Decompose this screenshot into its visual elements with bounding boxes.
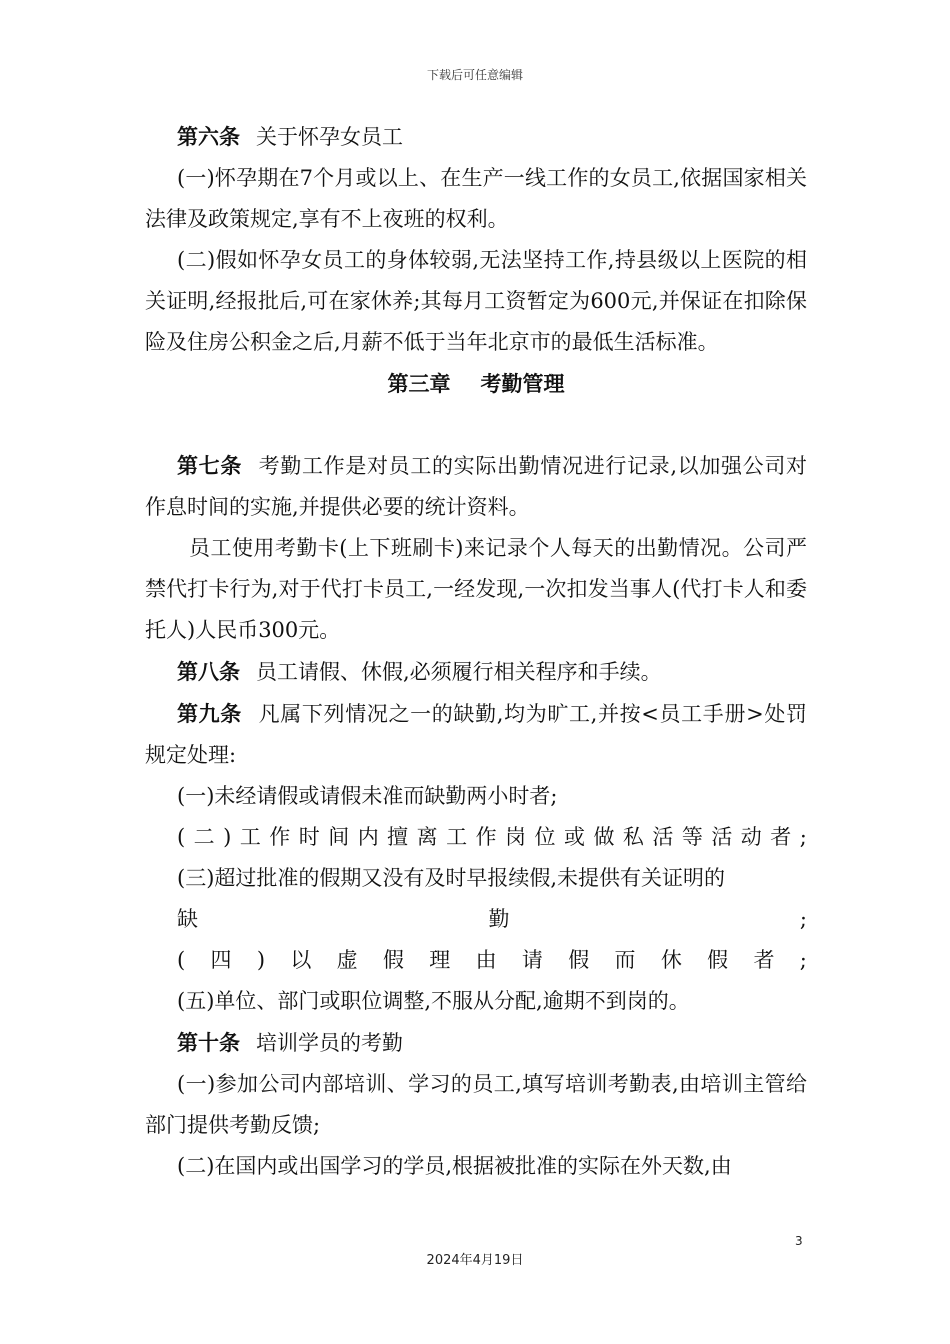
article-9-item-1: (一)未经请假或请假未准而缺勤两小时者; bbox=[177, 784, 558, 808]
article-7-title: 第七条 bbox=[177, 453, 242, 478]
article-6 bbox=[145, 116, 807, 158]
article-10-title: 第十条 bbox=[177, 1030, 240, 1055]
article-7-text: 考勤工作是对员工的实际出勤情况进行记录,以加强公司对作息时间的实施,并提供必要的统计资料。 bbox=[145, 454, 807, 519]
article-8-text: 员工请假、休假,必须履行相关程序和手续。 bbox=[256, 660, 662, 684]
chapter-heading bbox=[145, 363, 807, 404]
article-10-text: 培训学员的考勤 bbox=[256, 1031, 403, 1055]
document-body bbox=[145, 116, 807, 1187]
article-6-item-1: (一)怀孕期在7个月或以上、在生产一线工作的女员工,依据国家相关法律及政策规定,享有不上夜班的权利。 bbox=[145, 166, 807, 231]
article-8 bbox=[145, 651, 807, 693]
chapter-number: 第三章 bbox=[387, 371, 451, 396]
article-9-item-4: ( 四 ) 以 虚 假 理 由 请 假 而 休 假 者 ; bbox=[177, 948, 807, 972]
article-7-para-2: 员工使用考勤卡(上下班刷卡)来记录个人每天的出勤情况。公司严禁代打卡行为,对于代打卡员工,一经发现,一次扣发当事人(代打卡人和委托人)人民币300元。 bbox=[145, 536, 807, 642]
article-9 bbox=[145, 693, 807, 776]
chapter-title: 考勤管理 bbox=[480, 371, 565, 396]
article-9-item-3-cont: 缺 勤 ; bbox=[177, 907, 807, 931]
article-9-item-3: (三)超过批准的假期又没有及时早报续假,未提供有关证明的 bbox=[177, 866, 726, 890]
article-10-item-2: (二)在国内或出国学习的学员,根据被批准的实际在外天数,由 bbox=[177, 1154, 732, 1178]
article-9-text: 凡属下列情况之一的缺勤,均为旷工,并按<员工手册>处罚规定处理: bbox=[145, 702, 808, 767]
article-6-item-2: (二)假如怀孕女员工的身体较弱,无法坚持工作,持县级以上医院的相关证明,经报批后,可在家休养;其每月工资暂定为600元,并保证在扣除保险及住房公积金之后,月薪不低于当年北京市的最低生活标准。 bbox=[145, 248, 807, 354]
page-header: 下载后可任意编辑 bbox=[426, 68, 523, 82]
article-9-item-5: (五)单位、部门或职位调整,不服从分配,逾期不到岗的。 bbox=[177, 989, 690, 1013]
article-10-item-1: (一)参加公司内部培训、学习的员工,填写培训考勤表,由培训主管给部门提供考勤反馈; bbox=[145, 1072, 807, 1137]
article-9-title: 第九条 bbox=[177, 701, 242, 726]
article-8-title: 第八条 bbox=[177, 659, 240, 684]
article-6-title: 第六条 bbox=[177, 124, 240, 149]
article-9-item-2: ( 二 ) 工 作 时 间 内 擅 离 工 作 岗 位 或 做 私 活 等 活 动 者 ; bbox=[177, 825, 807, 849]
article-7 bbox=[145, 445, 807, 528]
page-number: 3 bbox=[795, 1234, 803, 1248]
article-10 bbox=[145, 1022, 807, 1064]
article-6-text: 关于怀孕女员工 bbox=[256, 125, 403, 149]
footer-date: 2024年4月19日 bbox=[426, 1253, 524, 1268]
